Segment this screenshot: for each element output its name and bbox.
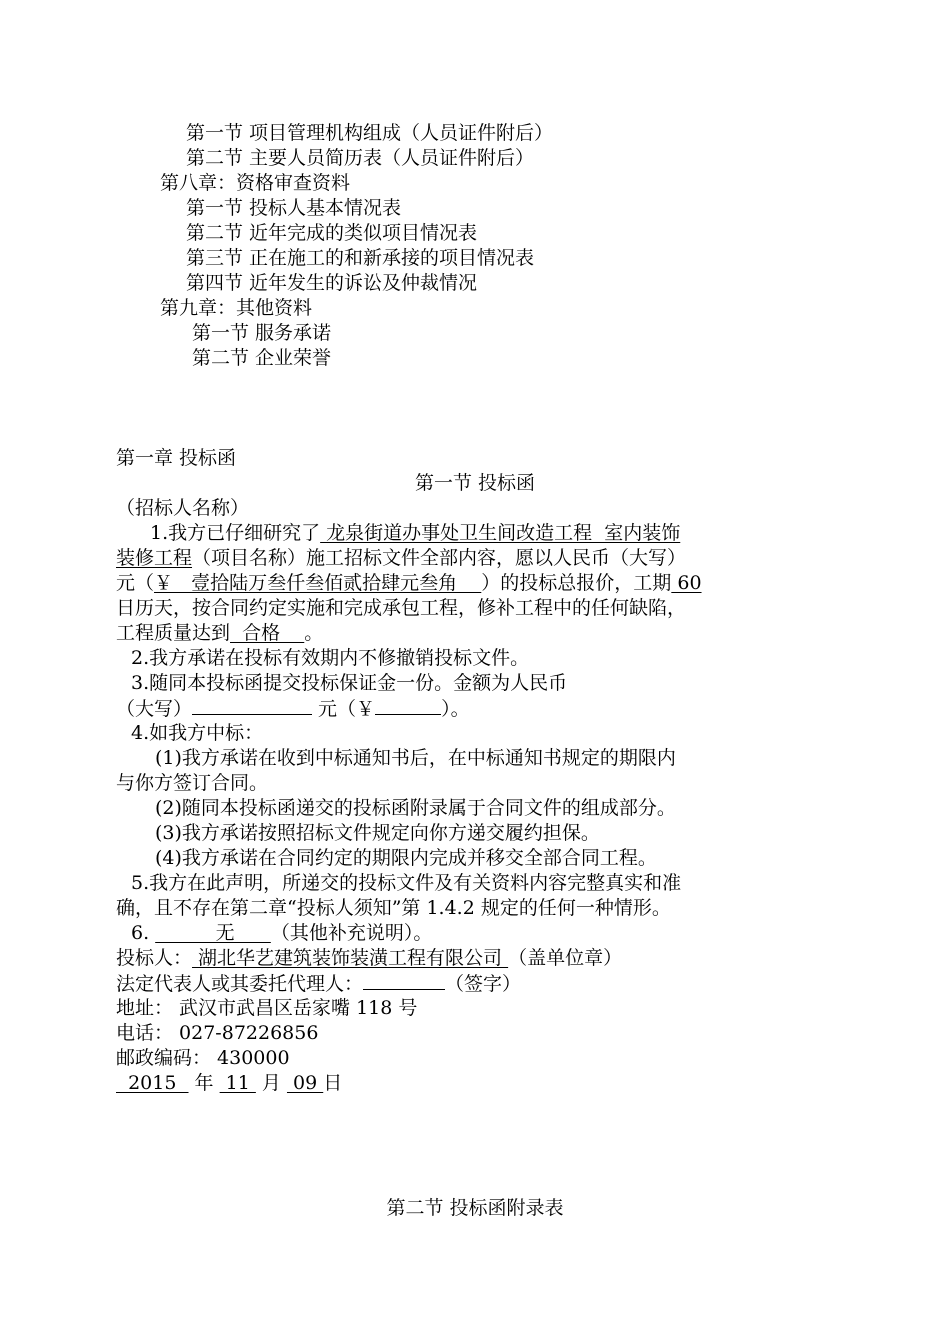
- toc-ch7-section1: 第一节 项目管理机构组成（人员证件附后）: [186, 122, 554, 144]
- toc-ch8-section3: 第三节 正在施工的和新承接的项目情况表: [186, 247, 535, 269]
- paragraph-5-line2: 确，且不存在第二章“投标人须知”第 1.4.2 规定的任何一种情形。: [116, 897, 671, 919]
- bidder-name: 湖北华艺建筑装饰装潢工程有限公司: [192, 947, 509, 969]
- deposit-figure-blank: [375, 696, 441, 715]
- paragraph-1-line1: 1.我方已仔细研究了 龙泉街道办事处卫生间改造工程 室内装饰: [150, 522, 681, 544]
- bidder-line: 投标人： 湖北华艺建筑装饰装潢工程有限公司 （盖单位章）: [116, 947, 623, 969]
- toc-ch9-section2: 第二节 企业荣誉: [192, 347, 332, 369]
- phone-line: 电话： 027-87226856: [116, 1022, 319, 1044]
- date-line: 2015 年 11 月 09 日: [116, 1072, 343, 1094]
- paragraph-4-4: (4)我方承诺在合同约定的期限内完成并移交全部合同工程。: [155, 847, 657, 869]
- paragraph-5-line1: 5.我方在此声明，所递交的投标文件及有关资料内容完整真实和准: [131, 872, 682, 894]
- paragraph-4-2: (2)随同本投标函递交的投标函附录属于合同文件的组成部分。: [155, 797, 676, 819]
- paragraph-4: 4.如我方中标：: [131, 722, 264, 744]
- paragraph-4-1-line1: (1)我方承诺在收到中标通知书后，在中标通知书规定的期限内: [155, 747, 676, 769]
- signature-blank: [363, 971, 445, 990]
- toc-ch8-section4: 第四节 近年发生的诉讼及仲裁情况: [186, 272, 478, 294]
- bid-price: ￥ 壹拾陆万叁仟叁佰贰拾肆元叁角: [154, 572, 482, 594]
- project-name: 龙泉街道办事处卫生间改造工程 室内装饰: [320, 522, 681, 544]
- paragraph-3-amount: （大写） 元（￥ ）。: [116, 698, 470, 720]
- project-name-cont: 装修工程: [116, 547, 193, 569]
- toc-ch8-section1: 第一节 投标人基本情况表: [186, 197, 402, 219]
- paragraph-1-line4: 日历天，按合同约定实施和完成承包工程，修补工程中的任何缺陷，: [116, 597, 687, 619]
- postcode-line: 邮政编码： 430000: [116, 1047, 290, 1069]
- paragraph-1-line5: 工程质量达到 合格 。: [116, 622, 324, 644]
- paragraph-4-1-line2: 与你方签订合同。: [116, 772, 269, 794]
- representative-line: 法定代表人或其委托代理人： （签字）: [116, 973, 522, 995]
- date-year: 2015: [116, 1072, 189, 1094]
- quality-standard: 合格: [230, 622, 305, 644]
- paragraph-2: 2.我方承诺在投标有效期内不修撤销投标文件。: [131, 647, 530, 669]
- toc-ch9-section1: 第一节 服务承诺: [192, 322, 332, 344]
- paragraph-1-line3: 元（￥ 壹拾陆万叁仟叁佰贰拾肆元叁角 ）的投标总报价，工期 60: [116, 572, 702, 594]
- toc-chapter8: 第八章：资格审查资料: [160, 172, 351, 194]
- address-line: 地址： 武汉市武昌区岳家嘴 118 号: [116, 997, 418, 1019]
- paragraph-1-line2: 装修工程（项目名称）施工招标文件全部内容，愿以人民币（大写）: [116, 547, 687, 569]
- deposit-amount-blank: [192, 696, 312, 715]
- date-day: 09: [286, 1072, 324, 1094]
- toc-ch7-section2: 第二节 主要人员简历表（人员证件附后）: [186, 147, 535, 169]
- chapter1-title: 第一章 投标函: [116, 447, 237, 469]
- toc-ch8-section2: 第二节 近年完成的类似项目情况表: [186, 222, 478, 244]
- paragraph-3: 3.随同本投标函提交投标保证金一份。金额为人民币: [131, 672, 568, 694]
- section2-title: 第二节 投标函附录表: [386, 1197, 564, 1219]
- date-month: 11: [219, 1072, 256, 1094]
- paragraph-6: 6. 无 （其他补充说明）。: [131, 922, 433, 944]
- section1-title: 第一节 投标函: [414, 472, 536, 494]
- recipient-placeholder: （招标人名称）: [116, 497, 250, 519]
- paragraph-4-3: (3)我方承诺按照招标文件规定向你方递交履约担保。: [155, 822, 600, 844]
- duration-days: 60: [671, 572, 702, 594]
- other-notes-value: 无: [155, 922, 271, 944]
- toc-chapter9: 第九章：其他资料: [160, 297, 313, 319]
